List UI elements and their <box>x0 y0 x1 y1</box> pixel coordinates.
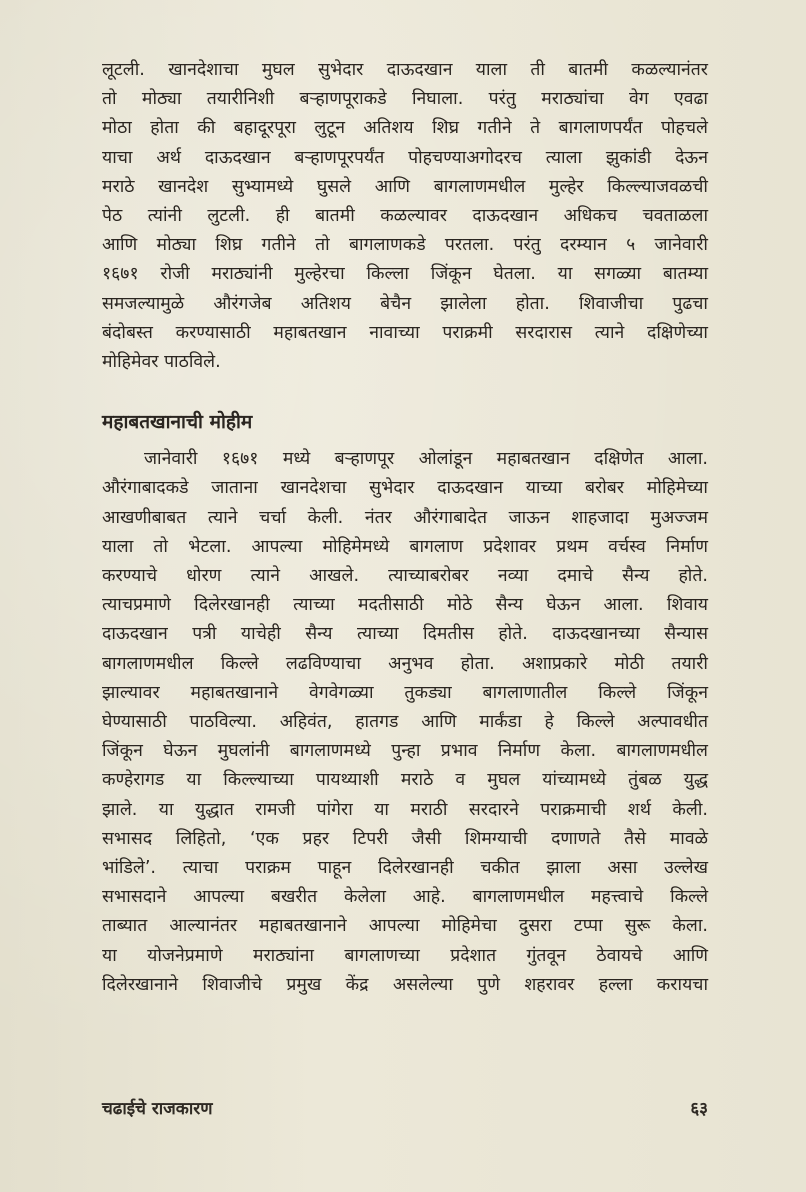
text-line: याला तो भेटला. आपल्या मोहिमेमध्ये बागलाण प्रदेशावर प्रथम वर्चस्व निर्माण <box>102 536 708 557</box>
text-line: सभासद लिहितो, ‘एक प्रहर टिपरी जैसी शिमग्याची दणाणते तैसे मावळे <box>102 828 708 849</box>
text-line: आखणीबाबत त्याने चर्चा केली. नंतर औरंगाबादेत जाऊन शाहजादा मुअज्जम <box>102 507 708 528</box>
text-line: याचा अर्थ दाऊदखान बऱ्हाणपूरपर्यंत पोहचण्याअगोदरच त्याला झुकांडी देऊन <box>102 147 708 168</box>
text-line: जिंकून घेऊन मुघलांनी बागलाणमध्ये पुन्हा प्रभाव निर्माण केला. बागलाणमधील <box>102 741 708 762</box>
text-line: झाले. या युद्धात रामजी पांगेरा या मराठी सरदारने पराक्रमाची शर्थ केली. <box>102 799 708 820</box>
text-line: औरंगाबादकडे जाताना खानदेशचा सुभेदार दाऊदखान याच्या बरोबर मोहिमेच्या <box>102 478 708 499</box>
text-line: भांडिले’. त्याचा पराक्रम पाहून दिलेरखानही चकीत झाला असा उल्लेख <box>102 858 708 879</box>
text-line: बागलाणमधील किल्ले लढविण्याचा अनुभव होता. अशाप्रकारे मोठी तयारी <box>102 653 708 674</box>
text-line: तो मोठ्या तयारीनिशी बऱ्हाणपूराकडे निघाला. परंतु मराठ्यांचा वेग एवढा <box>102 89 708 110</box>
text-line: घेण्यासाठी पाठविल्या. अहिवंत, हातगड आणि मार्कंडा हे किल्ले अल्पावधीत <box>102 712 708 733</box>
text-line: मोहिमेवर पाठविले. <box>102 352 221 373</box>
text-line: जानेवारी १६७१ मध्ये बऱ्हाणपूर ओलांडून महाबतखान दक्षिणेत आला. <box>144 449 708 470</box>
paragraph-1 <box>102 56 708 377</box>
running-title: चढाईचे राजकारण <box>102 1099 213 1119</box>
text-line: कण्हेरागड या किल्ल्याच्या पायथ्याशी मराठे व मुघल यांच्यामध्ये तुंबळ युद्ध <box>102 770 708 791</box>
text-line: समजल्यामुळे औरंगजेब अतिशय बेचैन झालेला होता. शिवाजीचा पुढचा <box>102 293 708 314</box>
text-line: ताब्यात आल्यानंतर महाबतखानाने आपल्या मोहिमेचा दुसरा टप्पा सुरू केला. <box>102 916 708 937</box>
text-line: करण्याचे धोरण त्याने आखले. त्याच्याबरोबर नव्या दमाचे सैन्य होते. <box>102 566 708 587</box>
page-footer <box>102 1096 708 1119</box>
text-line: १६७१ रोजी मराठ्यांनी मुल्हेरचा किल्ला जिंकून घेतला. या सगळ्या बातम्या <box>102 264 708 285</box>
text-line: दिलेरखानाने शिवाजीचे प्रमुख केंद्र असलेल्या पुणे शहरावर हल्ला करायचा <box>102 974 708 995</box>
text-line: झाल्यावर महाबतखानाने वेगवेगळ्या तुकड्या बागलाणातील किल्ले जिंकून <box>102 682 708 703</box>
text-line: लूटली. खानदेशाचा मुघल सुभेदार दाऊदखान याला ती बातमी कळल्यानंतर <box>102 60 708 80</box>
text-line: मराठे खानदेश सुभ्यामध्ये घुसले आणि बागलाणमधील मुल्हेर किल्ल्याजवळची <box>102 176 708 197</box>
text-line: बंदोबस्त करण्यासाठी महाबतखान नावाच्या पराक्रमी सरदारास त्याने दक्षिणेच्या <box>102 322 708 343</box>
text-line: पेठ त्यांनी लुटली. ही बातमी कळल्यावर दाऊदखान अधिकच चवताळला <box>102 206 708 227</box>
text-line: सभासदाने आपल्या बखरीत केलेला आहे. बागलाणमधील महत्त्वाचे किल्ले <box>102 887 708 908</box>
text-line: या योजनेप्रमाणे मराठ्यांना बागलाणच्या प्रदेशात गुंतवून ठेवायचे आणि <box>102 945 708 966</box>
section-heading: महाबतखानाची मोहीम <box>102 411 253 434</box>
text-line: मोठा होता की बहादूरपूरा लुटून अतिशय शिघ्र गतीने ते बागलाणपर्यंत पोहचले <box>102 118 708 139</box>
text-line: आणि मोठ्या शिघ्र गतीने तो बागलाणकडे परतला. परंतु दरम्यान ५ जानेवारी <box>102 235 708 256</box>
paragraph-2 <box>102 445 708 1000</box>
text-line: त्याचप्रमाणे दिलेरखानही त्याच्या मदतीसाठी मोठे सैन्य घेऊन आला. शिवाय <box>102 595 708 616</box>
page-number: ६३ <box>690 1099 708 1119</box>
text-line: दाऊदखान पत्री याचेही सैन्य त्याच्या दिमतीस होते. दाऊदखानच्या सैन्यास <box>102 624 708 645</box>
